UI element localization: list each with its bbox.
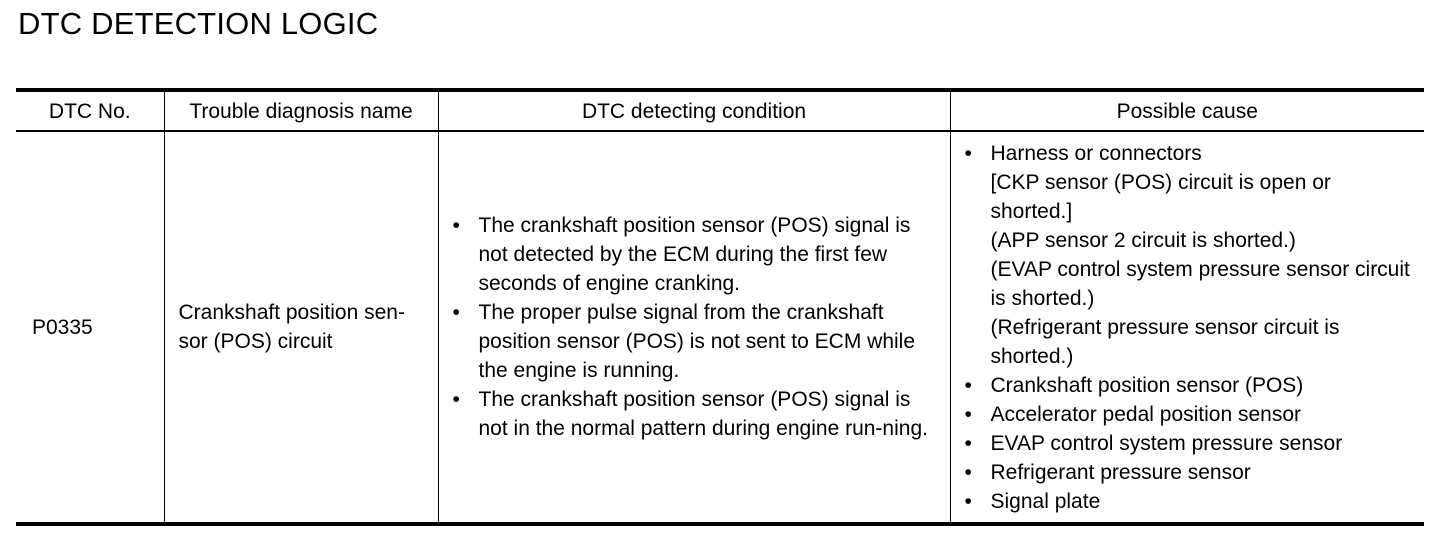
header-trouble-diagnosis-name: Trouble diagnosis name bbox=[164, 90, 438, 131]
header-possible-cause: Possible cause bbox=[950, 90, 1424, 131]
cause-text: Signal plate bbox=[990, 489, 1101, 513]
header-dtc-detecting-condition: DTC detecting condition bbox=[438, 90, 950, 131]
cause-detail: (Refrigerant pressure sensor circuit is shorted.) bbox=[990, 315, 1340, 368]
bullet-icon: • bbox=[964, 141, 972, 165]
condition-text: The proper pulse signal from the crankshaft position sensor (POS) is not sent to ECM while the engine is running. bbox=[478, 301, 916, 382]
condition-item bbox=[449, 298, 944, 385]
bullet-icon: • bbox=[964, 373, 972, 397]
dtc-number-cell bbox=[16, 131, 164, 524]
cause-detail: [CKP sensor (POS) circuit is open or shorted.] bbox=[990, 170, 1331, 223]
bullet-icon: • bbox=[964, 489, 972, 513]
condition-item bbox=[449, 385, 944, 443]
detecting-condition-cell bbox=[438, 131, 950, 524]
bullet-icon: • bbox=[452, 301, 460, 324]
diagnosis-name-line-2: sor (POS) circuit bbox=[178, 330, 333, 353]
dtc-detection-table bbox=[16, 88, 1424, 526]
cause-detail: (APP sensor 2 circuit is shorted.) bbox=[990, 228, 1296, 252]
condition-item bbox=[449, 211, 944, 298]
cause-item bbox=[961, 487, 1419, 516]
cause-item bbox=[961, 139, 1419, 371]
bullet-icon: • bbox=[964, 402, 972, 426]
cause-detail: (EVAP control system pressure sensor circuit is shorted.) bbox=[990, 257, 1410, 310]
header-dtc-no: DTC No. bbox=[48, 99, 131, 123]
cause-text: Harness or connectors bbox=[990, 141, 1202, 165]
cause-item bbox=[961, 400, 1419, 429]
bullet-icon: • bbox=[964, 460, 972, 484]
cause-text: Refrigerant pressure sensor bbox=[990, 460, 1251, 484]
cause-list bbox=[961, 139, 1419, 516]
table-header-row bbox=[16, 90, 1424, 131]
cause-item bbox=[961, 458, 1419, 487]
page-title: DTC DETECTION LOGIC bbox=[18, 6, 379, 41]
possible-cause-cell bbox=[950, 131, 1424, 524]
cause-item bbox=[961, 429, 1419, 458]
bullet-icon: • bbox=[452, 388, 460, 411]
cause-text: EVAP control system pressure sensor bbox=[990, 431, 1343, 455]
bullet-icon: • bbox=[964, 431, 972, 455]
condition-text: The crankshaft position sensor (POS) signal is not detected by the ECM during the first few seconds of engine cranking. bbox=[478, 214, 911, 295]
diagnosis-name-line-1: Crankshaft position sen- bbox=[178, 301, 405, 324]
condition-text: The crankshaft position sensor (POS) signal is not in the normal pattern during engine run-ning. bbox=[478, 388, 928, 440]
cause-text: Accelerator pedal position sensor bbox=[990, 402, 1302, 426]
bullet-icon: • bbox=[452, 214, 460, 237]
condition-list bbox=[449, 211, 944, 443]
dtc-number: P0335 bbox=[32, 315, 93, 339]
table-row bbox=[16, 131, 1424, 524]
cause-item bbox=[961, 371, 1419, 400]
cause-text: Crankshaft position sensor (POS) bbox=[990, 373, 1304, 397]
diagnosis-name-cell bbox=[164, 131, 438, 524]
